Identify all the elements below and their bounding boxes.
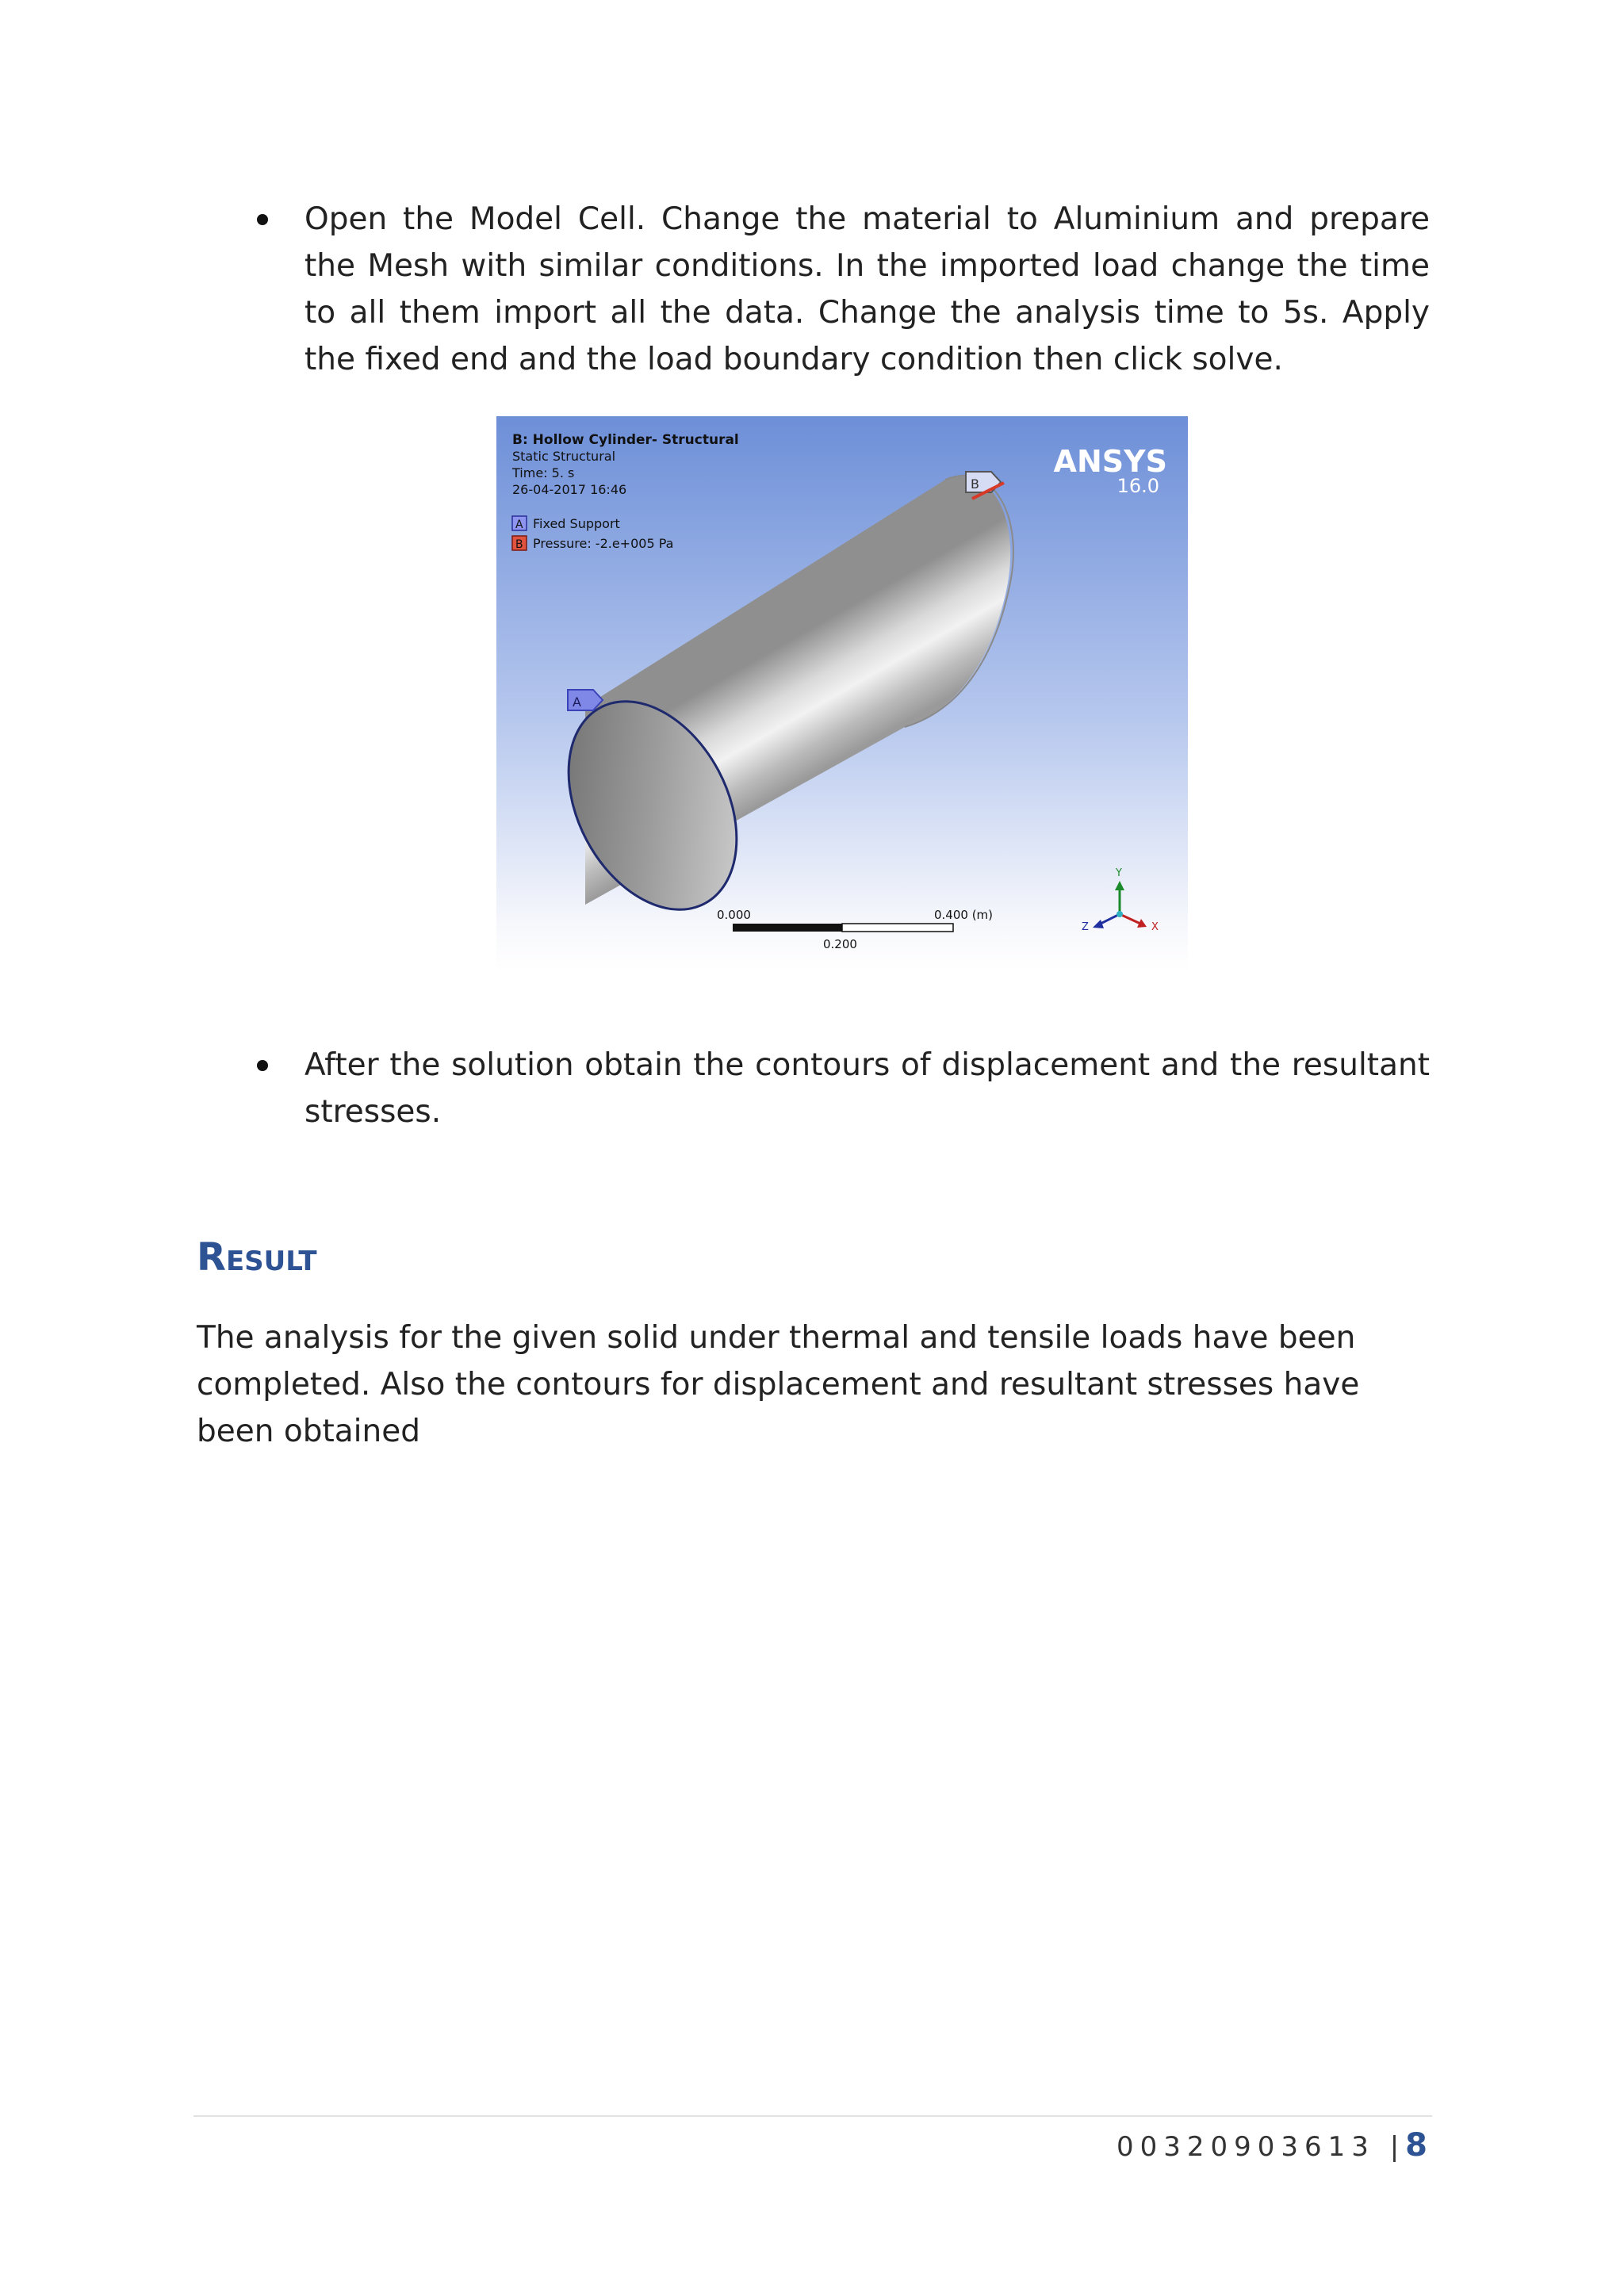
- bullet-text: Open the Model Cell. Change the material to Aluminium and prepare the Mesh with similar conditions. In the imported load change the time to all them import all the data. Change the analysis time to 5s. Apply the fixed end and the load boundary condition then click solve.: [304, 201, 1430, 377]
- figure-analysis-type: Static Structural: [512, 449, 616, 464]
- axis-y-label: Y: [1116, 867, 1122, 879]
- legend-key-b: B: [515, 538, 523, 551]
- axis-x-label: X: [1151, 921, 1159, 933]
- bullet-item: [197, 1042, 1430, 1135]
- legend-key-a: A: [515, 519, 523, 531]
- figure-time: Time: 5. s: [512, 465, 575, 480]
- scale-start-label: 0.000: [717, 908, 751, 922]
- ansys-logo: ANSYS: [1053, 444, 1167, 479]
- marker-a-label: A: [573, 695, 581, 710]
- legend-label-a: Fixed Support: [533, 516, 620, 531]
- scale-mid-label: 0.200: [823, 937, 857, 951]
- footer: [1116, 2127, 1427, 2164]
- marker-b-label: B: [971, 476, 979, 492]
- figure-date: 26-04-2017 16:46: [512, 482, 627, 497]
- ansys-viewport: [496, 416, 1188, 971]
- legend-label-b: Pressure: -2.e+005 Pa: [533, 536, 674, 551]
- result-paragraph: The analysis for the given solid under thermal and tensile loads have been completed. Also the contours for displacement and resultant stresses have been obtained: [197, 1320, 1360, 1449]
- footer-id: 00320903613 |: [1116, 2131, 1406, 2163]
- scale-segment-white: [842, 924, 953, 932]
- page-number: 8: [1405, 2127, 1427, 2164]
- scale-segment-black: [733, 924, 842, 932]
- bullet-item: [197, 196, 1430, 383]
- figure-title: B: Hollow Cylinder- Structural: [512, 432, 739, 448]
- ansys-version: 16.0: [1116, 475, 1159, 497]
- scale-end-label: 0.400 (m): [934, 908, 994, 922]
- result-heading: Result: [197, 1235, 317, 1280]
- bullet-dot: [257, 214, 268, 225]
- bullet-dot: [257, 1060, 268, 1071]
- axis-z-label: Z: [1082, 921, 1089, 933]
- footer-divider: [193, 2115, 1432, 2117]
- ansys-figure: [496, 416, 1188, 971]
- bullet-text: After the solution obtain the contours of displacement and the resultant stresses.: [304, 1047, 1430, 1130]
